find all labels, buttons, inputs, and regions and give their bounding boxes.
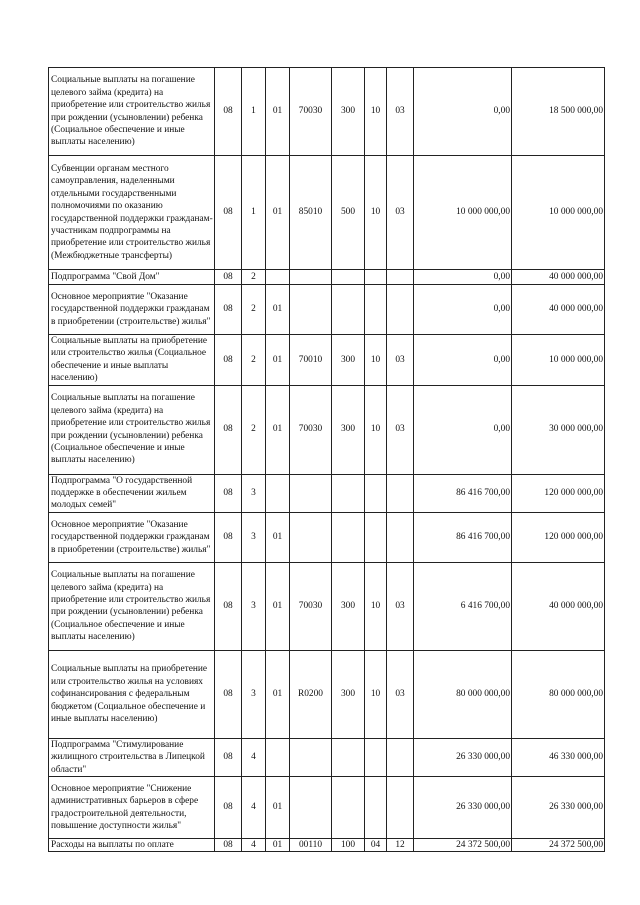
- amount-1: 86 416 700,00: [414, 474, 512, 512]
- amount-2: 10 000 000,00: [512, 156, 605, 270]
- code-subsection: 03: [387, 335, 414, 386]
- row-name: Основное мероприятие "Снижение административных барьеров в сфере градостроительной деятельности, повышение доступности жилья": [49, 777, 215, 839]
- table-row: [49, 512, 605, 562]
- code-section: 10: [365, 68, 387, 156]
- row-name: Социальные выплаты на погашение целевого займа (кредита) на приобретение или строительство жилья при рождении (усыновлении) ребенка (Социальное обеспечение и иные выплаты населению): [49, 562, 215, 650]
- code-program: 08: [215, 385, 242, 474]
- code-program: 08: [215, 650, 242, 738]
- code-direction: 70030: [290, 68, 332, 156]
- code-subprogram: 2: [242, 270, 266, 285]
- code-expense-group: [332, 270, 365, 285]
- code-subsection: [387, 738, 414, 776]
- row-name: Подпрограмма "Стимулирование жилищного строительства в Липецкой области": [49, 738, 215, 776]
- table-row: [49, 385, 605, 474]
- code-subprogram: 2: [242, 285, 266, 335]
- amount-1: 0,00: [414, 285, 512, 335]
- code-activity: 01: [266, 385, 290, 474]
- code-section: [365, 270, 387, 285]
- code-program: 08: [215, 512, 242, 562]
- code-direction: 70030: [290, 385, 332, 474]
- code-subsection: [387, 474, 414, 512]
- amount-1: 24 372 500,00: [414, 839, 512, 852]
- code-expense-group: 300: [332, 68, 365, 156]
- row-name: Основное мероприятие "Оказание государственной поддержки гражданам в приобретении (строительстве) жилья": [49, 512, 215, 562]
- amount-1: 0,00: [414, 270, 512, 285]
- amount-2: 120 000 000,00: [512, 474, 605, 512]
- code-subsection: [387, 777, 414, 839]
- table-row: [49, 777, 605, 839]
- code-expense-group: 300: [332, 385, 365, 474]
- row-name: Социальные выплаты на погашение целевого займа (кредита) на приобретение или строительство жилья при рождении (усыновлении) ребенка (Социальное обеспечение и иные выплаты населению): [49, 68, 215, 156]
- code-direction: 70030: [290, 562, 332, 650]
- code-program: 08: [215, 738, 242, 776]
- amount-2: 46 330 000,00: [512, 738, 605, 776]
- code-direction: [290, 270, 332, 285]
- amount-2: 80 000 000,00: [512, 650, 605, 738]
- code-direction: [290, 474, 332, 512]
- code-subprogram: 3: [242, 474, 266, 512]
- code-section: [365, 738, 387, 776]
- code-subprogram: 2: [242, 385, 266, 474]
- code-program: 08: [215, 285, 242, 335]
- code-program: 08: [215, 777, 242, 839]
- code-activity: 01: [266, 839, 290, 852]
- table-row: [49, 474, 605, 512]
- code-activity: 01: [266, 335, 290, 386]
- code-activity: 01: [266, 512, 290, 562]
- amount-2: 10 000 000,00: [512, 335, 605, 386]
- table-row: [49, 650, 605, 738]
- code-subprogram: 1: [242, 156, 266, 270]
- amount-2: 24 372 500,00: [512, 839, 605, 852]
- code-program: 08: [215, 156, 242, 270]
- code-expense-group: [332, 777, 365, 839]
- table-row: [49, 285, 605, 335]
- code-activity: [266, 738, 290, 776]
- row-name: Подпрограмма "О государственной поддержке в обеспечении жильем молодых семей": [49, 474, 215, 512]
- code-section: 10: [365, 385, 387, 474]
- code-subsection: [387, 270, 414, 285]
- table-row: [49, 738, 605, 776]
- code-activity: 01: [266, 650, 290, 738]
- code-direction: 70010: [290, 335, 332, 386]
- code-subsection: [387, 512, 414, 562]
- code-expense-group: [332, 285, 365, 335]
- code-section: 10: [365, 650, 387, 738]
- table-row: [49, 68, 605, 156]
- table-row: [49, 335, 605, 386]
- amount-2: 40 000 000,00: [512, 270, 605, 285]
- table-row: [49, 156, 605, 270]
- code-activity: 01: [266, 285, 290, 335]
- code-activity: 01: [266, 777, 290, 839]
- code-section: [365, 474, 387, 512]
- table-row: [49, 270, 605, 285]
- amount-1: 86 416 700,00: [414, 512, 512, 562]
- code-program: 08: [215, 270, 242, 285]
- code-section: [365, 777, 387, 839]
- code-subsection: 03: [387, 68, 414, 156]
- amount-1: 26 330 000,00: [414, 738, 512, 776]
- code-activity: 01: [266, 68, 290, 156]
- code-subprogram: 2: [242, 335, 266, 386]
- amount-1: 0,00: [414, 335, 512, 386]
- code-activity: [266, 474, 290, 512]
- row-name: Субвенции органам местного самоуправления, наделенными отдельными государственными полномочиями по оказанию государственной поддержки гражданам-участникам подпрограммы на приобретение или строительство жилья (Межбюджетные трансферты): [49, 156, 215, 270]
- code-section: [365, 512, 387, 562]
- code-subsection: [387, 285, 414, 335]
- code-subprogram: 3: [242, 512, 266, 562]
- code-program: 08: [215, 839, 242, 852]
- code-section: 10: [365, 156, 387, 270]
- code-subsection: 03: [387, 156, 414, 270]
- code-subsection: 12: [387, 839, 414, 852]
- code-subprogram: 4: [242, 738, 266, 776]
- code-expense-group: 300: [332, 335, 365, 386]
- code-section: 04: [365, 839, 387, 852]
- code-subprogram: 4: [242, 839, 266, 852]
- code-expense-group: 500: [332, 156, 365, 270]
- code-expense-group: [332, 512, 365, 562]
- code-subprogram: 3: [242, 562, 266, 650]
- amount-1: 0,00: [414, 385, 512, 474]
- code-program: 08: [215, 562, 242, 650]
- amount-2: 40 000 000,00: [512, 285, 605, 335]
- row-name: Социальные выплаты на приобретение или строительство жилья на условиях софинансирования с федеральным бюджетом (Социальное обеспечение и иные выплаты населению): [49, 650, 215, 738]
- amount-2: 30 000 000,00: [512, 385, 605, 474]
- row-name: Социальные выплаты на погашение целевого займа (кредита) на приобретение или строительство жилья при рождении (усыновлении) ребенка (Социальное обеспечение и иные выплаты населению): [49, 385, 215, 474]
- code-direction: [290, 285, 332, 335]
- amount-2: 18 500 000,00: [512, 68, 605, 156]
- code-expense-group: 300: [332, 650, 365, 738]
- table-row: [49, 562, 605, 650]
- code-direction: [290, 777, 332, 839]
- row-name: Социальные выплаты на приобретение или строительство жилья (Социальное обеспечение и иные выплаты населению): [49, 335, 215, 386]
- amount-2: 120 000 000,00: [512, 512, 605, 562]
- row-name: Основное мероприятие "Оказание государственной поддержки гражданам в приобретении (строительстве) жилья": [49, 285, 215, 335]
- amount-1: 26 330 000,00: [414, 777, 512, 839]
- code-activity: 01: [266, 562, 290, 650]
- code-program: 08: [215, 68, 242, 156]
- code-direction: [290, 512, 332, 562]
- code-subsection: 03: [387, 385, 414, 474]
- code-program: 08: [215, 474, 242, 512]
- code-activity: [266, 270, 290, 285]
- code-section: 10: [365, 335, 387, 386]
- code-section: 10: [365, 562, 387, 650]
- amount-2: 40 000 000,00: [512, 562, 605, 650]
- code-subsection: 03: [387, 650, 414, 738]
- amount-1: 80 000 000,00: [414, 650, 512, 738]
- code-expense-group: 100: [332, 839, 365, 852]
- code-expense-group: 300: [332, 562, 365, 650]
- amount-2: 26 330 000,00: [512, 777, 605, 839]
- amount-1: 0,00: [414, 68, 512, 156]
- code-subprogram: 1: [242, 68, 266, 156]
- code-section: [365, 285, 387, 335]
- code-subprogram: 3: [242, 650, 266, 738]
- amount-1: 6 416 700,00: [414, 562, 512, 650]
- code-direction: R0200: [290, 650, 332, 738]
- code-direction: [290, 738, 332, 776]
- code-direction: 00110: [290, 839, 332, 852]
- code-activity: 01: [266, 156, 290, 270]
- row-name: Расходы на выплаты по оплате: [49, 839, 215, 852]
- code-program: 08: [215, 335, 242, 386]
- code-expense-group: [332, 474, 365, 512]
- code-subsection: 03: [387, 562, 414, 650]
- code-direction: 85010: [290, 156, 332, 270]
- table-row: [49, 839, 605, 852]
- row-name: Подпрограмма "Свой Дом": [49, 270, 215, 285]
- code-expense-group: [332, 738, 365, 776]
- code-subprogram: 4: [242, 777, 266, 839]
- budget-table: [48, 67, 605, 852]
- amount-1: 10 000 000,00: [414, 156, 512, 270]
